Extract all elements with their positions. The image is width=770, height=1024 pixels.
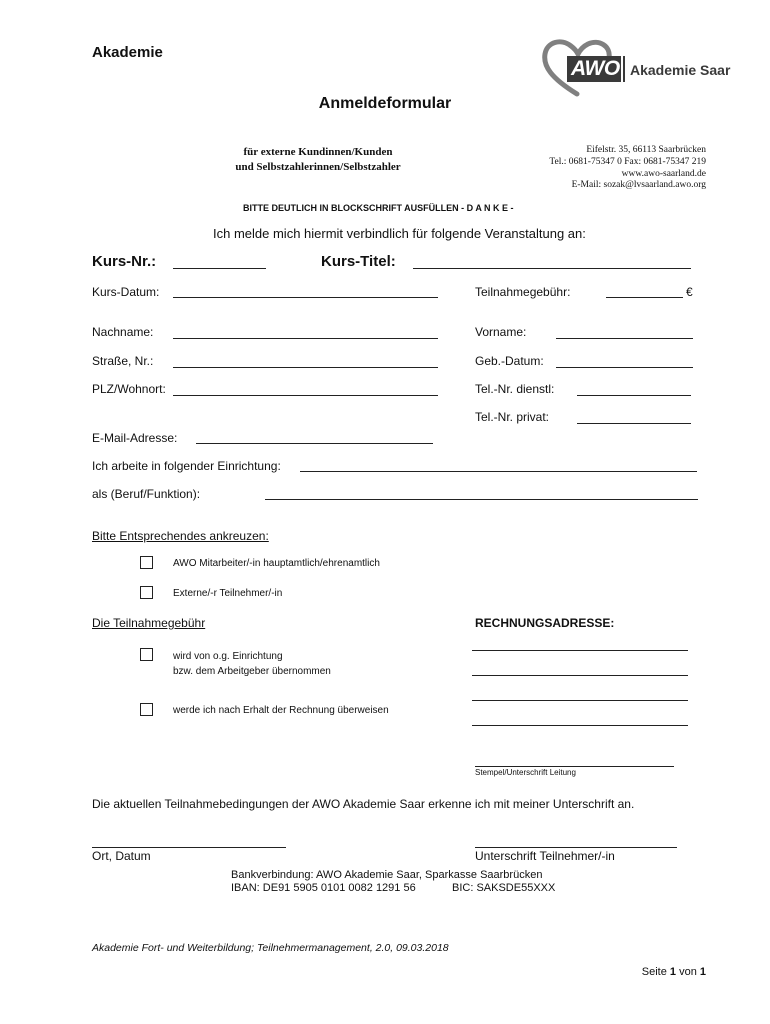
- audience-line-2: und Selbstzahlerinnen/Selbstzahler: [235, 161, 401, 173]
- fee-label: Teilnahmegebühr:: [475, 285, 571, 299]
- address-email: E-Mail: sozak@lvsaarland.awo.org: [571, 180, 706, 190]
- employer-pays-line-1: wird von o.g. Einrichtung: [173, 651, 283, 662]
- checkbox-heading: Bitte Entsprechendes ankreuzen:: [92, 529, 269, 543]
- page-prefix: Seite: [641, 966, 670, 978]
- audience-line-1: für externe Kundinnen/Kunden: [243, 146, 393, 158]
- self-pays-label: werde ich nach Erhalt der Rechnung überweisen: [173, 705, 389, 716]
- footer-note: Akademie Fort- und Weiterbildung; Teilnehmermanagement, 2.0, 09.03.2018: [92, 942, 449, 954]
- place-date-label: Ort, Datum: [92, 849, 151, 863]
- city-label: PLZ/Wohnort:: [92, 382, 166, 396]
- address-street: Eifelstr. 35, 66113 Saarbrücken: [586, 145, 706, 155]
- billing-line-2[interactable]: [472, 675, 688, 676]
- birthdate-label: Geb.-Datum:: [475, 354, 544, 368]
- phone-work-line[interactable]: [577, 395, 691, 396]
- bic-text: BIC: SAKSDE55XXX: [452, 882, 556, 894]
- fee-line[interactable]: [606, 297, 683, 298]
- employer-pays-checkbox[interactable]: [140, 648, 153, 661]
- logo-name: Akademie Saar: [630, 62, 731, 78]
- address-web: www.awo-saarland.de: [621, 169, 706, 179]
- firstname-line[interactable]: [556, 338, 693, 339]
- profession-line[interactable]: [265, 499, 698, 500]
- intro-text: Ich melde mich hiermit verbindlich für folgende Veranstaltung an:: [213, 226, 586, 241]
- course-date-label: Kurs-Datum:: [92, 285, 160, 299]
- euro-sign: €: [686, 285, 693, 299]
- course-title-line[interactable]: [413, 268, 691, 269]
- self-pays-checkbox[interactable]: [140, 703, 153, 716]
- street-line[interactable]: [173, 367, 438, 368]
- birthdate-line[interactable]: [556, 367, 693, 368]
- page-number: [642, 966, 706, 978]
- iban-text: IBAN: DE91 5905 0101 0082 1291 56: [231, 882, 416, 894]
- org-name: Akademie: [92, 44, 163, 61]
- signature-label: Unterschrift Teilnehmer/-in: [475, 849, 615, 863]
- instruction-text: BITTE DEUTLICH IN BLOCKSCHRIFT AUSFÜLLEN - D A N K E -: [243, 203, 514, 213]
- billing-heading: RECHNUNGSADRESSE:: [475, 616, 615, 630]
- email-line[interactable]: [196, 443, 433, 444]
- bank-line: Bankverbindung: AWO Akademie Saar, Sparkasse Saarbrücken: [231, 869, 543, 881]
- course-nr-line[interactable]: [173, 268, 266, 269]
- firstname-label: Vorname:: [475, 325, 527, 339]
- street-label: Straße, Nr.:: [92, 354, 154, 368]
- external-label: Externe/-r Teilnehmer/-in: [173, 588, 283, 599]
- awo-logo: [541, 38, 731, 98]
- billing-line-4[interactable]: [472, 725, 688, 726]
- employer-pays-line-2: bzw. dem Arbeitgeber übernommen: [173, 666, 331, 677]
- terms-text: Die aktuellen Teilnahmebedingungen der AWO Akademie Saar erkenne ich mit meiner Unterschrift an.: [92, 797, 635, 811]
- awo-staff-checkbox[interactable]: [140, 556, 153, 569]
- course-date-line[interactable]: [173, 297, 438, 298]
- signature-line[interactable]: [475, 847, 677, 848]
- city-line[interactable]: [173, 395, 438, 396]
- page-total: 1: [699, 966, 706, 978]
- billing-line-3[interactable]: [472, 700, 688, 701]
- page-mid: von: [676, 966, 700, 978]
- stamp-line[interactable]: [475, 766, 674, 767]
- page-current: 1: [669, 966, 677, 978]
- lastname-label: Nachname:: [92, 325, 154, 339]
- logo-brand: AWO: [571, 57, 620, 80]
- course-title-label: Kurs-Titel:: [321, 253, 396, 270]
- phone-private-label: Tel.-Nr. privat:: [475, 410, 550, 424]
- email-label: E-Mail-Adresse:: [92, 431, 178, 445]
- profession-label: als (Beruf/Funktion):: [92, 487, 201, 501]
- external-checkbox[interactable]: [140, 586, 153, 599]
- page-title: Anmeldeformular: [318, 95, 452, 112]
- stamp-label: Stempel/Unterschrift Leitung: [475, 768, 576, 777]
- lastname-line[interactable]: [173, 338, 438, 339]
- institution-line[interactable]: [300, 471, 697, 472]
- awo-staff-label: AWO Mitarbeiter/-in hauptamtlich/ehrenamtlich: [173, 558, 380, 569]
- institution-label: Ich arbeite in folgender Einrichtung:: [92, 459, 281, 473]
- place-date-line[interactable]: [92, 847, 286, 848]
- address-phone: Tel.: 0681-75347 0 Fax: 0681-75347 219: [549, 157, 706, 167]
- fee-heading: Die Teilnahmegebühr: [92, 616, 206, 630]
- phone-private-line[interactable]: [577, 423, 691, 424]
- course-nr-label: Kurs-Nr.:: [92, 253, 157, 270]
- billing-line-1[interactable]: [472, 650, 688, 651]
- phone-work-label: Tel.-Nr. dienstl:: [475, 382, 555, 396]
